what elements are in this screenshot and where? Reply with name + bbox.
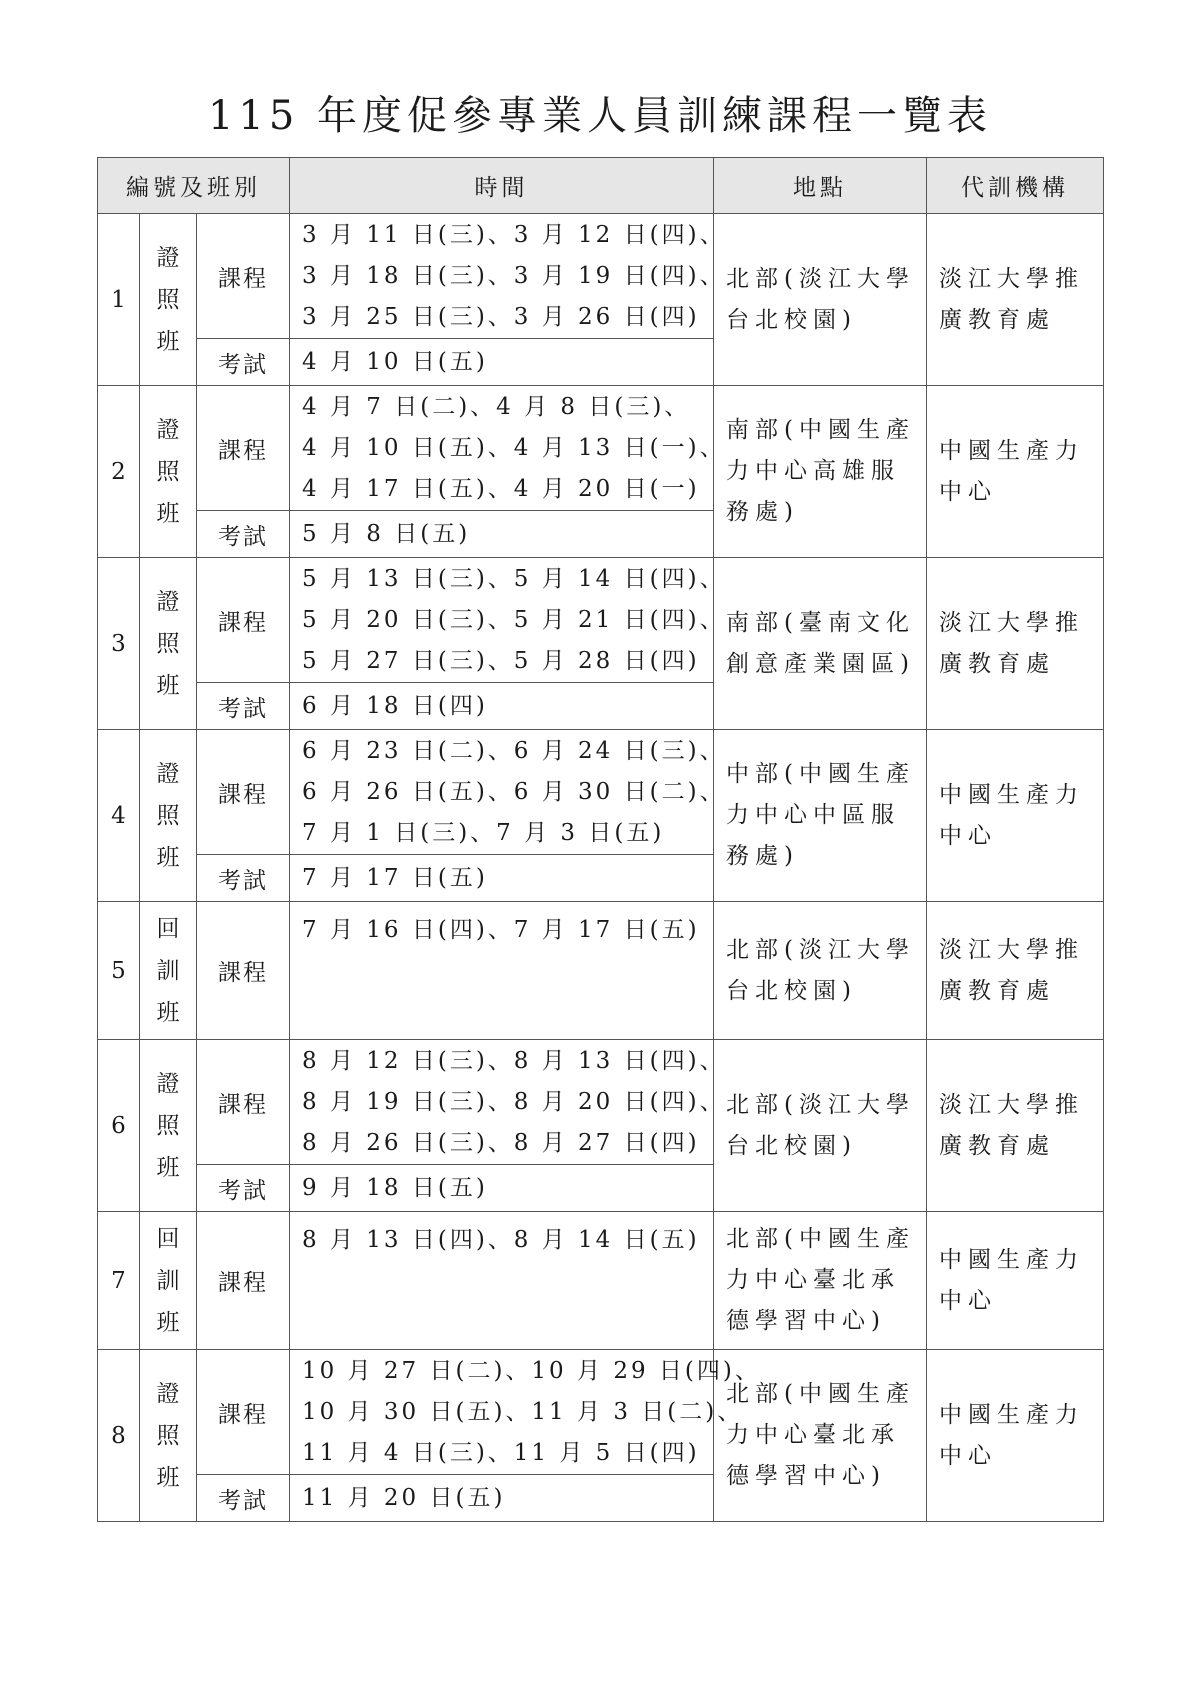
course-date-line: 4 月 7 日(二)、4 月 8 日(三)、 [302,393,691,420]
location [714,558,927,730]
part-label-exam: 考試 [197,339,290,386]
course-date-line: 6 月 26 日(五)、6 月 30 日(二)、 [302,778,726,805]
exam-date: 7 月 17 日(五) [290,855,714,902]
class-type-char: 訓 [156,1267,180,1294]
part-label-exam: 考試 [197,1475,290,1522]
location-line: 北部(中國生產 [726,1381,915,1407]
location-line: 北部(淡江大學 [726,936,915,963]
class-type-char: 訓 [156,957,180,984]
location [714,386,927,558]
course-date-line: 8 月 13 日(四)、8 月 14 日(五) [302,1227,700,1253]
course-date-line: 4 月 17 日(五)、4 月 20 日(一) [302,475,700,502]
course-date-line: 3 月 11 日(三)、3 月 12 日(四)、 [302,221,726,248]
class-type [140,386,197,558]
class-type-char: 班 [156,328,180,355]
organizer [927,730,1104,902]
part-label-exam: 考試 [197,1165,290,1212]
location [714,214,927,386]
course-date-line: 10 月 27 日(二)、10 月 29 日(四)、 [302,1357,761,1384]
course-dates [290,902,714,1040]
class-type-char: 證 [156,1380,180,1407]
table-row [98,1212,1104,1350]
location [714,902,927,1040]
part-label-exam: 考試 [197,683,290,730]
organizer-line: 廣教育處 [939,650,1056,677]
class-type-char: 班 [156,1154,180,1181]
class-type [140,902,197,1040]
header-id-class: 編號及班別 [98,158,290,214]
class-type-char: 班 [156,500,180,527]
location-line: 中部(中國生產 [726,761,915,787]
class-type-char: 證 [156,588,180,615]
exam-date: 11 月 20 日(五) [290,1475,714,1522]
exam-date: 9 月 18 日(五) [290,1165,714,1212]
exam-date: 6 月 18 日(四) [290,683,714,730]
organizer-line: 廣教育處 [939,306,1056,333]
organizer-line: 中心 [939,1442,998,1469]
page-title: 115 年度促參專業人員訓練課程一覽表 [207,93,993,139]
class-type-char: 照 [156,1422,180,1449]
location-line: 台北校園) [726,977,857,1004]
course-date-line: 5 月 13 日(三)、5 月 14 日(四)、 [302,565,726,592]
course-dates [290,1040,726,1165]
course-date-line: 8 月 19 日(三)、8 月 20 日(四)、 [302,1088,726,1115]
table-row [98,1040,1104,1165]
table-row [98,214,1104,339]
course-date-line: 10 月 30 日(五)、11 月 3 日(二)、 [302,1398,744,1425]
organizer-line: 中國生產力 [939,781,1085,808]
course-dates [290,1212,714,1350]
course-date-line: 11 月 4 日(三)、11 月 5 日(四) [302,1439,700,1466]
header-time: 時間 [290,158,714,214]
location [714,1212,927,1350]
location-line: 力中心中區服 [726,802,901,828]
location-line: 南部(臺南文化 [726,609,915,636]
part-label-course: 課程 [197,558,290,683]
class-type-char: 照 [156,630,180,657]
class-type-char: 班 [156,1464,180,1491]
row-number: 1 [98,214,140,386]
class-type-char: 班 [156,999,180,1026]
organizer-line: 廣教育處 [939,1132,1056,1159]
table-row [98,558,1104,683]
course-date-line: 7 月 1 日(三)、7 月 3 日(五) [302,819,665,846]
course-date-line: 5 月 20 日(三)、5 月 21 日(四)、 [302,606,726,633]
organizer [927,1040,1104,1212]
organizer-line: 中國生產力 [939,1401,1085,1428]
course-date-line: 8 月 12 日(三)、8 月 13 日(四)、 [302,1047,726,1074]
part-label-exam: 考試 [197,511,290,558]
class-type-char: 班 [156,1309,180,1336]
table-row [98,1350,1104,1475]
class-type-char: 照 [156,1112,180,1139]
row-number: 6 [98,1040,140,1212]
class-type-char: 回 [156,1225,180,1252]
class-type-char: 照 [156,286,180,313]
organizer [927,1212,1104,1350]
organizer [927,214,1104,386]
organizer-line: 中心 [939,478,998,505]
part-label-course: 課程 [197,1350,290,1475]
header-organizer: 代訓機構 [927,158,1104,214]
row-number: 5 [98,902,140,1040]
part-label-course: 課程 [197,1212,290,1350]
location-line: 台北校園) [726,1132,857,1159]
header-row [98,158,1104,214]
organizer-line: 淡江大學推 [939,1091,1085,1118]
course-date-line: 4 月 10 日(五)、4 月 13 日(一)、 [302,434,726,461]
course-dates [290,730,726,855]
organizer-line: 中心 [939,1287,998,1314]
course-dates [290,386,726,511]
location [714,1350,927,1522]
part-label-course: 課程 [197,214,290,339]
part-label-exam: 考試 [197,855,290,902]
row-number: 4 [98,730,140,902]
location-line: 務處) [726,499,799,525]
location-line: 創意產業園區) [726,650,915,677]
course-date-line: 5 月 27 日(三)、5 月 28 日(四) [302,647,700,674]
class-type-char: 照 [156,458,180,485]
organizer-line: 淡江大學推 [939,265,1085,292]
class-type [140,730,197,902]
part-label-course: 課程 [197,730,290,855]
table-row [98,902,1104,1040]
exam-date: 4 月 10 日(五) [290,339,714,386]
location-line: 北部(中國生產 [726,1226,915,1252]
part-label-course: 課程 [197,1040,290,1165]
organizer [927,386,1104,558]
header-location: 地點 [714,158,927,214]
location-line: 力中心臺北承 [726,1422,901,1448]
course-date-line: 6 月 23 日(二)、6 月 24 日(三)、 [302,737,726,764]
location-line: 北部(淡江大學 [726,265,915,292]
class-type-char: 班 [156,844,180,871]
course-date-line: 3 月 18 日(三)、3 月 19 日(四)、 [302,262,726,289]
course-date-line: 3 月 25 日(三)、3 月 26 日(四) [302,303,700,330]
class-type [140,1040,197,1212]
part-label-course: 課程 [197,386,290,511]
location-line: 力中心臺北承 [726,1267,901,1293]
organizer-line: 中國生產力 [939,437,1085,464]
class-type-char: 班 [156,672,180,699]
class-type [140,1212,197,1350]
class-type [140,214,197,386]
training-schedule-table [97,157,1104,1522]
class-type [140,1350,197,1522]
table-row [98,386,1104,511]
organizer [927,902,1104,1040]
location-line: 德學習中心) [726,1308,886,1334]
location-line: 德學習中心) [726,1463,886,1489]
organizer-line: 淡江大學推 [939,609,1085,636]
table-row [98,730,1104,855]
location-line: 力中心高雄服 [726,458,901,484]
organizer-line: 淡江大學推 [939,936,1085,963]
course-date-line: 7 月 16 日(四)、7 月 17 日(五) [302,917,700,943]
location-line: 南部(中國生產 [726,417,915,443]
row-number: 7 [98,1212,140,1350]
organizer-line: 中心 [939,822,998,849]
course-date-line: 8 月 26 日(三)、8 月 27 日(四) [302,1129,700,1156]
location [714,1040,927,1212]
organizer [927,558,1104,730]
row-number: 3 [98,558,140,730]
class-type-char: 證 [156,1070,180,1097]
location-line: 台北校園) [726,306,857,333]
organizer-line: 中國生產力 [939,1246,1085,1273]
class-type-char: 證 [156,416,180,443]
course-dates [290,1350,761,1475]
class-type-char: 證 [156,244,180,271]
location [714,730,927,902]
part-label-course: 課程 [197,902,290,1040]
location-line: 北部(淡江大學 [726,1091,915,1118]
location-line: 務處) [726,843,799,869]
organizer [927,1350,1104,1522]
class-type-char: 回 [156,915,180,942]
course-dates [290,558,726,683]
row-number: 2 [98,386,140,558]
class-type-char: 證 [156,760,180,787]
course-dates [290,214,726,339]
row-number: 8 [98,1350,140,1522]
class-type-char: 照 [156,802,180,829]
organizer-line: 廣教育處 [939,977,1056,1004]
class-type [140,558,197,730]
exam-date: 5 月 8 日(五) [290,511,714,558]
